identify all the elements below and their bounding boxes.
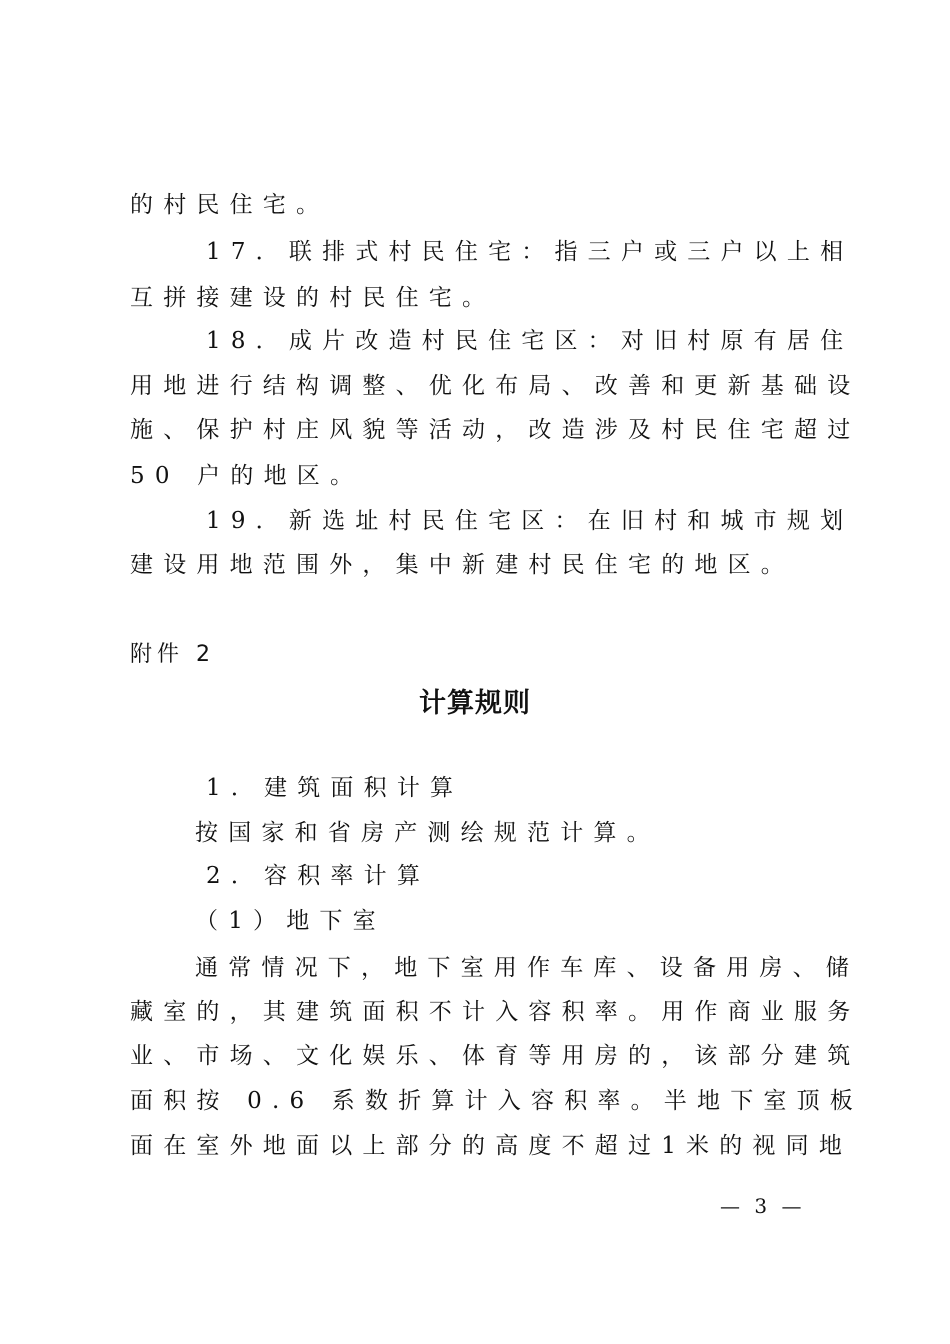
section-heading: 1．建筑面积计算 — [206, 775, 464, 801]
paragraph-line: 互拼接建设的村民住宅。 — [130, 285, 496, 311]
page-number: — 3 — — [720, 1194, 806, 1218]
paragraph-line: 按国家和省房产测绘规范计算。 — [195, 820, 660, 846]
paragraph-line: 面在室外地面以上部分的高度不超过1米的视同地 — [130, 1133, 853, 1159]
paragraph-line: 通常情况下，地下室用作车库、设备用房、储 — [195, 955, 859, 981]
paragraph-line: 建设用地范围外，集中新建村民住宅的地区。 — [130, 552, 794, 578]
attachment-label: 附件 2 — [130, 642, 215, 667]
paragraph-line: 业、市场、文化娱乐、体育等用房的，该部分建筑 — [130, 1043, 861, 1069]
paragraph-line: 18．成片改造村民住宅区：对旧村原有居住 — [206, 328, 854, 354]
page-title: 计算规则 — [419, 688, 531, 719]
paragraph-line: 用地进行结构调整、优化布局、改善和更新基础设 — [130, 373, 861, 399]
paragraph-line: 19．新选址村民住宅区：在旧村和城市规划 — [206, 508, 854, 534]
paragraph-line: 施、保护村庄风貌等活动，改造涉及村民住宅超过 — [130, 417, 861, 443]
paragraph-line: 17．联排式村民住宅：指三户或三户以上相 — [206, 239, 854, 265]
section-heading: 2．容积率计算 — [206, 863, 431, 889]
paragraph-line: 的村民住宅。 — [130, 192, 330, 218]
subsection-heading: （1）地下室 — [195, 908, 386, 934]
paragraph-line: 面积按 0.6 系数折算计入容积率。半地下室顶板 — [130, 1088, 863, 1114]
paragraph-line: 50 户的地区。 — [130, 463, 364, 489]
paragraph-line: 藏室的，其建筑面积不计入容积率。用作商业服务 — [130, 999, 861, 1025]
